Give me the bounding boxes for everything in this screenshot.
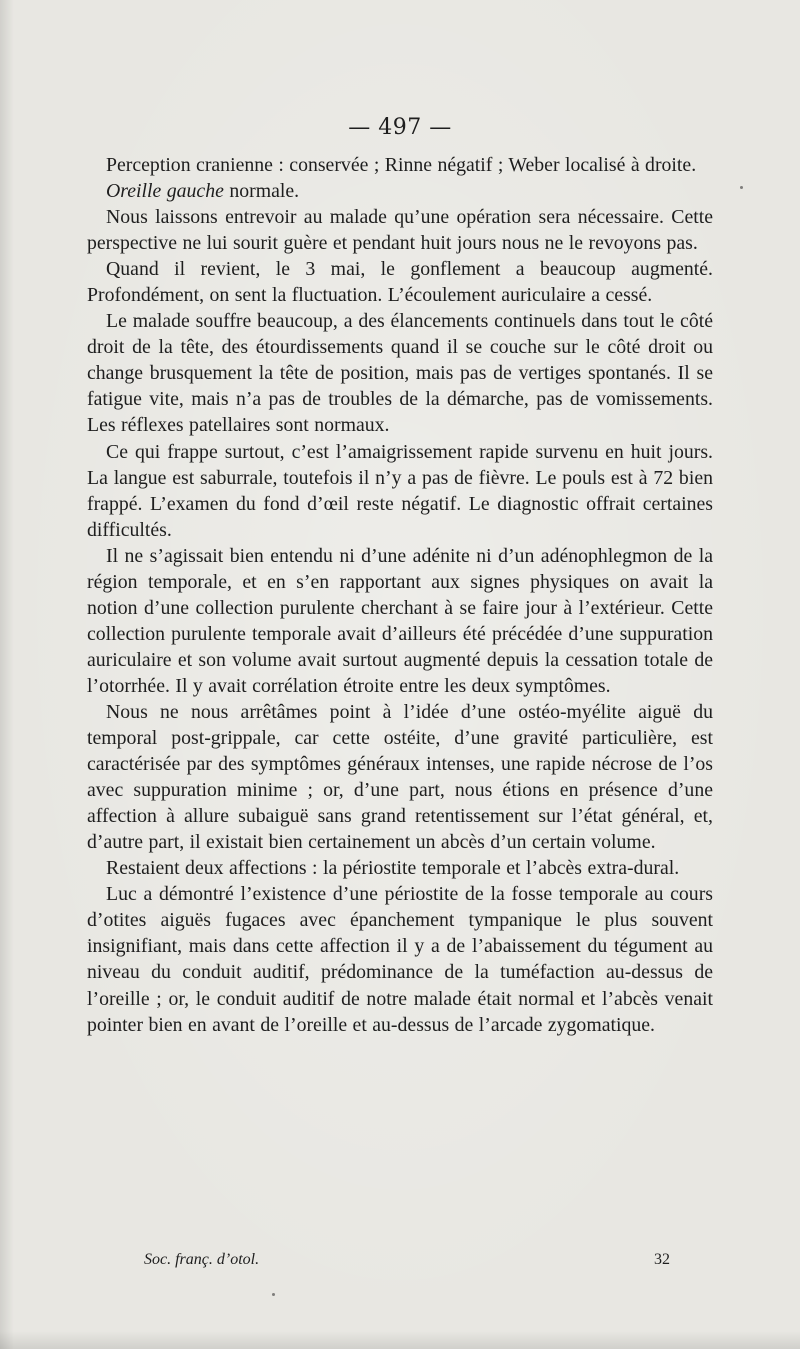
page-number: — 497 — xyxy=(348,115,452,140)
paragraph-oreille-gauche-text: normale. xyxy=(223,180,300,203)
paragraph-retour: Quand il revient, le 3 mai, le gonflement a beaucoup augmenté. Profondément, on sent la fluctuation. L’écoulement auriculaire a cessé. xyxy=(87,258,713,307)
print-speck xyxy=(272,1293,275,1296)
paragraph-amaigrissement: Ce qui frappe surtout, c’est l’amaigrissement rapide survenu en huit jours. La langue est saburrale, toutefois il n’y a pas de fièvre. Le pouls est à 72 bien frappé. L’examen du fond d’œil reste négatif. Le diagnostic offrait certaines difficultés. xyxy=(87,440,713,541)
italic-oreille-gauche: Oreille gauche xyxy=(106,180,224,203)
print-speck xyxy=(740,186,743,189)
page-body xyxy=(87,152,713,1038)
footer-signature: 32 xyxy=(654,1251,670,1268)
paragraph-osteomyelite: Nous ne nous arrêtâmes point à l’idée d’une ostéo-myélite aiguë du temporal post-grippale, car cette ostéite, d’une gravité particulière, est caractérisée par des symptômes généraux intenses, une rapide nécrose de l’os avec suppuration minime ; or, d’une part, nous étions en présence d’une affection à allure subaiguë sans grand retentissement sur l’état général, et, d’autre part, il existait bien certainement un abcès d’un certain volume. xyxy=(87,700,713,854)
page-shadow-bottom xyxy=(0,1331,800,1349)
paragraph-adenite: Il ne s’agissait bien entendu ni d’une adénite ni d’un adénophlegmon de la région temporale, et en s’en rapportant aux signes physiques on avait la notion d’une collection purulente cherchant à se faire jour à l’extérieur. Cette collection purulente temporale avait d’ailleurs été précédée d’une suppuration auriculaire et son volume avait surtout augmenté depuis la cessation totale de l’otorrhée. Il y avait corrélation étroite entre les deux symptômes. xyxy=(87,544,713,697)
paragraph-luc: Luc a démontré l’existence d’une périostite de la fosse temporale au cours d’otites aiguës fugaces avec épanchement tympanique le plus souvent insignifiant, mais dans cette affection il y a de l’abaissement du tégument au niveau du conduit auditif, prédominance de la tuméfaction au-dessus de l’oreille ; or, le conduit auditif de notre malade était normal et l’abcès venait pointer bien en avant de l’oreille et au-dessus de l’arcade zygomatique. xyxy=(87,883,713,1036)
paragraph-affections: Restaient deux affections : la périostite temporale et l’abcès extra-dural. xyxy=(106,857,680,880)
page-shadow-left xyxy=(0,0,14,1349)
paragraph-souffrance: Le malade souffre beaucoup, a des élancements continuels dans tout le côté droit de la tête, des étourdissements quand il se couche sur le côté droit ou change brusquement la tête de position, mais pas de vertiges spontanés. Il se fatigue vite, mais n’a pas de troubles de la démarche, pas de vomissements. Les réflexes patellaires sont normaux. xyxy=(87,310,713,437)
paragraph-oreille-gauche xyxy=(87,178,713,204)
footer-source: Soc. franç. d’otol. xyxy=(144,1251,260,1268)
paragraph-operation: Nous laissons entrevoir au malade qu’une opération sera nécessaire. Cette perspective ne lui sourit guère et pendant huit jours nous ne le revoyons pas. xyxy=(87,206,713,255)
paragraph-perception: Perception cranienne : conservée ; Rinne négatif ; Weber localisé à droite. xyxy=(106,154,697,176)
